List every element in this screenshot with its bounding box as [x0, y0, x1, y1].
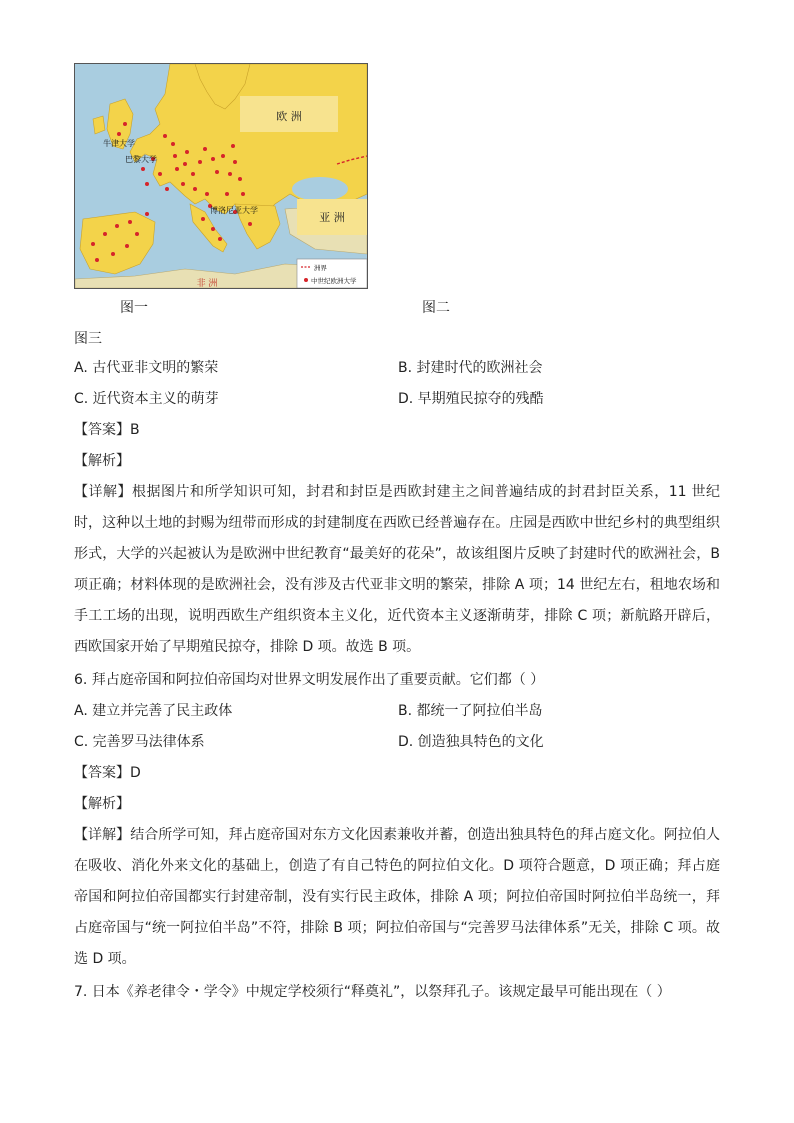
q5-option-d: D. 早期殖民掠夺的残酷 — [398, 391, 544, 407]
q6-option-a: A. 建立并完善了民主政体 — [74, 703, 233, 719]
legend-border-label: 洲界 — [314, 264, 327, 272]
q6-option-c: C. 完善罗马法律体系 — [74, 734, 205, 750]
medieval-universities-map — [74, 63, 368, 289]
detail-text: 根据图片和所学知识可知，封君和封臣是西欧封建主之间普遍结成的封君封臣关系，11 世纪时，这种以土地的封赐为纽带而形成的封建制度在西欧已经普遍存在。庄园是西欧中世纪乡村的典型组织形式，大学的兴起被认为是欧洲中世纪教育“最美好的花朵”，故该组图片反映了封建时代的欧洲社会，B 项正确；材料体现的是欧洲社会，没有涉及古代亚非文明的繁荣，排除 A 项；14 世纪左右，租地农场和手工工场的出现，说明西欧生产组织资本主义化，近代资本主义逐渐萌芽，排除 C 项；新航路开辟后，西欧国家开始了早期殖民掠夺，排除 D 项。故选 B 项。 — [74, 484, 721, 655]
answer-value: D — [130, 765, 141, 781]
caption-figure-3: 图三 — [74, 331, 102, 347]
q5-detail-paragraph — [74, 477, 720, 663]
q5-option-a: A. 古代亚非文明的繁荣 — [74, 360, 219, 376]
q6-detail-paragraph — [74, 820, 720, 975]
q6-stem: 6. 拜占庭帝国和阿拉伯帝国均对世界文明发展作出了重要贡献。它们都（ ） — [74, 672, 545, 688]
detail-tag: 【详解】 — [74, 827, 131, 843]
label-africa: 非 洲 — [196, 279, 218, 288]
q6-answer — [74, 763, 141, 783]
q5-answer — [74, 420, 140, 440]
answer-tag: 【答案】 — [74, 422, 130, 438]
q5-option-b: B. 封建时代的欧洲社会 — [398, 360, 543, 376]
answer-tag: 【答案】 — [74, 765, 130, 781]
detail-text: 结合所学可知，拜占庭帝国对东方文化因素兼收并蓄，创造出独具特色的拜占庭文化。阿拉伯人在吸收、消化外来文化的基础上，创造了有自己特色的阿拉伯文化。D 项符合题意，D 项正确；拜占庭帝国和阿拉伯帝国都实行封建帝制，没有实行民主政体，排除 A 项；阿拉伯帝国时阿拉伯半岛统一，拜占庭帝国与“统一阿拉伯半岛”不符，排除 B 项；阿拉伯帝国与“完善罗马法律体系”无关，排除 C 项。故选 D 项。 — [74, 827, 721, 967]
label-bologna: 博洛尼亚大学 — [210, 206, 258, 215]
q7-stem: 7. 日本《养老律令・学令》中规定学校须行“释奠礼”，以祭拜孔子。该规定最早可能出现在（ ） — [74, 984, 671, 1000]
legend-university-label: 中世纪欧洲大学 — [311, 277, 357, 285]
q6-analysis-tag: 【解析】 — [74, 796, 130, 812]
q5-option-c: C. 近代资本主义的萌芽 — [74, 391, 219, 407]
label-europe: 欧 洲 — [276, 110, 302, 123]
q6-option-d: D. 创造独具特色的文化 — [398, 734, 544, 750]
answer-value: B — [130, 422, 140, 438]
label-asia: 亚 洲 — [319, 211, 345, 224]
caption-figure-1: 图一 — [120, 300, 148, 316]
map-graphic — [75, 64, 367, 288]
q5-analysis-tag: 【解析】 — [74, 453, 130, 469]
caption-figure-2: 图二 — [422, 300, 450, 316]
label-oxford: 牛津大学 — [103, 139, 135, 148]
detail-tag: 【详解】 — [74, 484, 133, 500]
label-paris: 巴黎大学 — [125, 155, 157, 164]
q6-option-b: B. 都统一了阿拉伯半岛 — [398, 703, 543, 719]
